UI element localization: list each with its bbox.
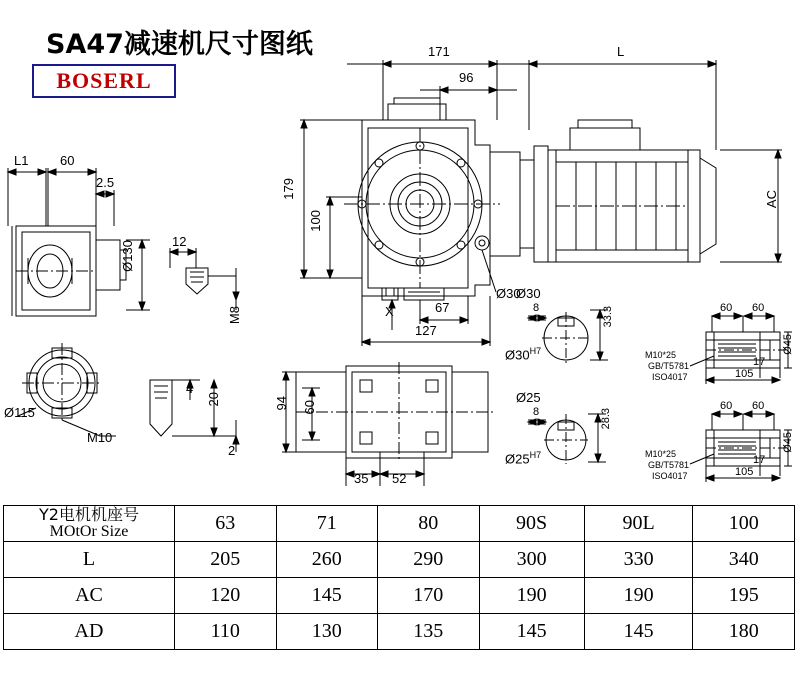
table-cell: 170 — [378, 578, 480, 614]
table-col-4: 90L — [584, 506, 693, 542]
table-cell: 195 — [693, 578, 795, 614]
bolt2-spec-2: GB/T5781 — [648, 460, 690, 470]
table-col-2: 80 — [378, 506, 480, 542]
bolt2-dim-a: 60 — [720, 400, 733, 412]
bolt1-dim-c: 17 — [753, 356, 766, 368]
key2-fit-sup: H7 — [529, 450, 542, 460]
key1-width: 8 — [533, 302, 540, 314]
spec-table — [3, 505, 795, 650]
dim-L: L — [617, 44, 625, 59]
key1-fit-value: Ø30 — [505, 347, 530, 363]
table-col-1: 71 — [276, 506, 378, 542]
page-title: SA47减速机尺寸图纸 — [46, 29, 313, 60]
table-row — [4, 578, 795, 614]
table-cell: 290 — [378, 542, 480, 578]
dim-179: 179 — [281, 178, 296, 200]
dim-AC: AC — [764, 190, 779, 209]
dim-96: 96 — [459, 70, 474, 85]
table-cell: 120 — [175, 578, 277, 614]
dim-dia115: Ø115 — [4, 405, 35, 420]
dim-52: 52 — [392, 471, 407, 486]
bolt2-spec-3: ISO4017 — [652, 471, 688, 481]
key2-width: 8 — [533, 406, 540, 418]
dim-171: 171 — [428, 44, 450, 59]
table-cell: 260 — [276, 542, 378, 578]
bolt1-spec-3: ISO4017 — [652, 372, 688, 382]
table-col-0: 63 — [175, 506, 277, 542]
dim-12: 12 — [172, 234, 187, 249]
table-header-label-en: MOtOr Size — [49, 522, 129, 540]
table-row-label-ac: AC — [4, 578, 175, 614]
dim-20: 20 — [206, 392, 221, 407]
dim-35: 35 — [354, 471, 369, 486]
table-cell: 180 — [693, 614, 795, 650]
dim-60-left: 60 — [60, 153, 75, 168]
table-cell: 205 — [175, 542, 277, 578]
table-cell: 190 — [479, 578, 584, 614]
key1-depth: 33.3 — [602, 306, 614, 328]
dim-67: 67 — [435, 300, 450, 315]
dim-dia130: Ø130 — [120, 240, 135, 272]
key2-shaft-dia: Ø25 — [516, 390, 541, 405]
table-row-label-ad: AD — [4, 614, 175, 650]
bolt2-dim-d: 105 — [735, 466, 754, 478]
table-col-5: 100 — [693, 506, 795, 542]
bolt1-spec-2: GB/T5781 — [648, 361, 690, 371]
table-row — [4, 542, 795, 578]
table-cell: 130 — [276, 614, 378, 650]
table-row — [4, 506, 795, 542]
dim-X: X — [385, 304, 394, 319]
table-cell: 110 — [175, 614, 277, 650]
key2-depth: 28.3 — [600, 408, 612, 430]
dim-94: 94 — [274, 396, 289, 411]
table-header-label — [4, 506, 175, 542]
bolt1-dim-b: 60 — [752, 302, 765, 314]
table-row-label-l: L — [4, 542, 175, 578]
table-cell: 145 — [479, 614, 584, 650]
dim-dia30-main: Ø30 — [496, 286, 521, 301]
bolt2-spec-1: M10*25 — [645, 449, 677, 459]
bolt1-dim-a: 60 — [720, 302, 733, 314]
dim-127: 127 — [415, 323, 437, 338]
table-cell: 190 — [584, 578, 693, 614]
key1-shaft-dia: Ø30 — [516, 286, 541, 301]
bolt2-dia: Ø45 — [782, 432, 794, 453]
table-cell: 340 — [693, 542, 795, 578]
dim-M10-left: M10 — [87, 430, 113, 445]
table-cell: 145 — [276, 578, 378, 614]
bolt2-dim-c: 17 — [753, 454, 766, 466]
dim-L1: L1 — [14, 153, 29, 168]
table-header-label-cn: Y2电机机座号 — [39, 504, 139, 524]
dim-4: 4 — [186, 381, 194, 396]
table-cell: 145 — [584, 614, 693, 650]
dim-M8: M8 — [227, 306, 242, 325]
table-row — [4, 614, 795, 650]
dim-60-bottom: 60 — [302, 400, 317, 415]
bolt1-dim-d: 105 — [735, 368, 754, 380]
key1-fit-sup: H7 — [529, 346, 542, 356]
key2-fit-value: Ø25 — [505, 451, 530, 467]
dim-2: 2 — [228, 443, 236, 458]
table-cell: 300 — [479, 542, 584, 578]
bolt1-dia: Ø45 — [782, 334, 794, 355]
bolt2-dim-b: 60 — [752, 400, 765, 412]
dim-2-5: 2.5 — [96, 175, 115, 190]
bolt1-spec-1: M10*25 — [645, 350, 677, 360]
key1-fit — [505, 346, 541, 362]
table-cell: 330 — [584, 542, 693, 578]
key2-fit — [505, 450, 541, 466]
logo-text: BOSERL — [56, 68, 152, 93]
table-col-3: 90S — [479, 506, 584, 542]
dim-100: 100 — [308, 210, 323, 232]
table-cell: 135 — [378, 614, 480, 650]
